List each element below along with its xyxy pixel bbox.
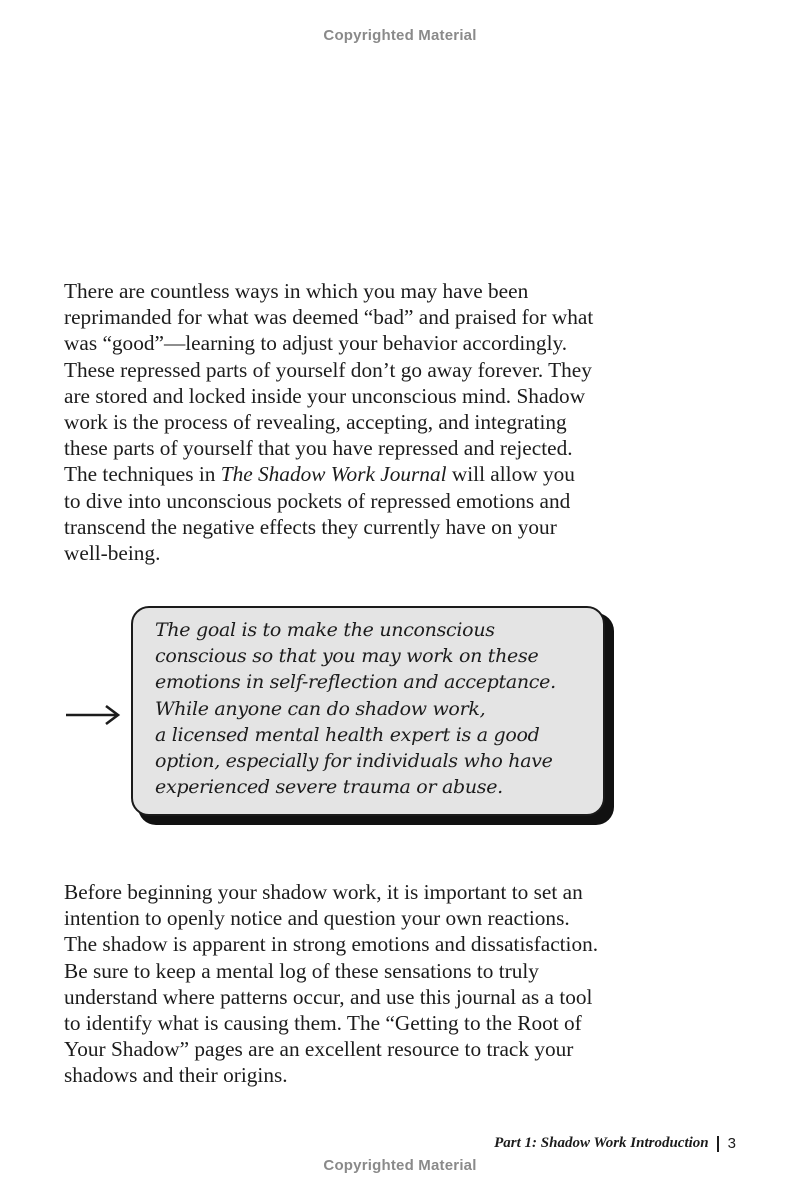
text-line: transcend the negative effects they currently have on your <box>64 514 557 539</box>
text-fragment: The techniques in <box>64 462 221 487</box>
text-line: well-being. <box>64 541 161 566</box>
callout-line: experienced severe trauma or abuse. <box>155 776 503 799</box>
watermark-bottom: Copyrighted Material <box>323 1157 477 1174</box>
paragraph-intention <box>64 879 598 1089</box>
text-line: There are countless ways in which you may have been <box>64 279 529 303</box>
page-number: 3 <box>727 1135 736 1152</box>
callout-line: While anyone can do shadow work, <box>155 697 486 720</box>
callout-line: option, especially for individuals who have <box>155 750 553 773</box>
text-line: reprimanded for what was deemed “bad” and praised for what <box>64 305 594 330</box>
watermark-top: Copyrighted Material <box>323 27 477 44</box>
text-line-with-title <box>64 461 593 487</box>
text-line: intention to openly notice and question your own reactions. <box>64 906 570 931</box>
text-line: to identify what is causing them. The “Getting to the Root of <box>64 1011 582 1036</box>
text-line: to dive into unconscious pockets of repressed emotions and <box>64 488 571 513</box>
text-line: understand where patterns occur, and use this journal as a tool <box>64 984 593 1009</box>
text-line: The shadow is apparent in strong emotions and dissatisfaction. <box>64 932 599 957</box>
text-line: these parts of yourself that you have repressed and rejected. <box>64 436 573 461</box>
text-line: Your Shadow” pages are an excellent resource to track your <box>64 1037 574 1062</box>
text-line: Be sure to keep a mental log of these sensations to truly <box>64 958 539 983</box>
text-line: These repressed parts of yourself don’t go away forever. They <box>64 357 592 382</box>
section-title: Part 1: Shadow Work Introduction <box>494 1135 709 1151</box>
text-line: are stored and locked inside your unconscious mind. Shadow <box>64 383 586 408</box>
text-line: Before beginning your shadow work, it is important to set an <box>64 880 583 904</box>
paragraph-intro <box>64 278 593 566</box>
right-arrow-icon <box>64 693 122 737</box>
text-line: was “good”—learning to adjust your behavior accordingly. <box>64 331 568 356</box>
text-line: shadows and their origins. <box>64 1063 288 1088</box>
text-line: work is the process of revealing, accepting, and integrating <box>64 410 567 435</box>
callout-line: conscious so that you may work on these <box>155 645 539 668</box>
callout-line: emotions in self-reflection and acceptance. <box>155 671 556 694</box>
callout-text <box>155 617 556 800</box>
page-footer <box>494 1135 736 1152</box>
callout-line: a licensed mental health expert is a good <box>155 723 540 746</box>
callout-line: The goal is to make the unconscious <box>155 619 495 641</box>
book-title: The Shadow Work Journal <box>220 462 447 487</box>
text-fragment: will allow you <box>446 462 575 487</box>
footer-divider <box>717 1136 719 1152</box>
